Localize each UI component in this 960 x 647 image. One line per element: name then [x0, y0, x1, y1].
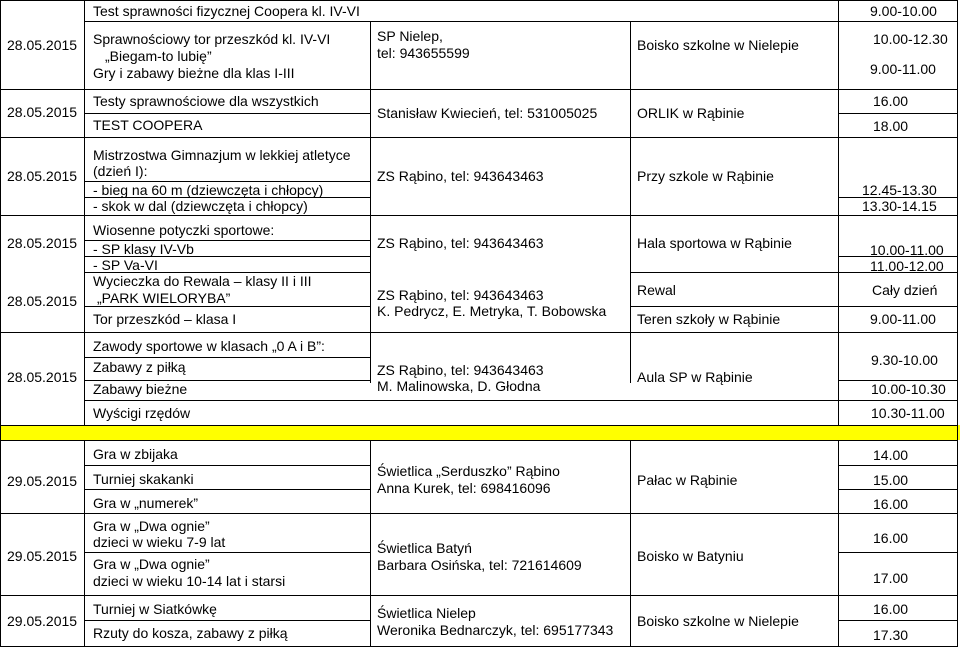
event-date: 28.05.2015: [7, 104, 78, 120]
row-line: [0, 89, 958, 90]
col-divider-2b: [370, 440, 371, 647]
row-line: [84, 620, 370, 621]
organizer: ZS Rąbino, tel: 943643463: [377, 287, 544, 303]
event-time: 16.00: [873, 601, 909, 617]
event-name: Test sprawności fizycznej Coopera kl. IV-VI: [93, 3, 360, 19]
event-time: 12.45-13.30: [862, 182, 937, 198]
event-name: Sprawnościowy tor przeszkód kl. IV-VI: [93, 31, 331, 47]
event-name: Testy sprawnościowe dla wszystkich: [93, 93, 319, 109]
event-name: TEST COOPERA: [93, 117, 203, 133]
separator-row: [0, 425, 960, 440]
event-name: - SP klasy IV-Vb: [93, 241, 194, 257]
event-name: - skok w dal (dziewczęta i chłopcy): [93, 198, 308, 214]
event-name: - SP Va-VI: [93, 257, 158, 273]
row-line: [84, 465, 370, 466]
event-time: 16.00: [873, 530, 909, 546]
col-divider-4: [838, 0, 839, 425]
event-time: 14.00: [873, 447, 909, 463]
event-name: Gry i zabawy bieżne dla klas I-III: [93, 65, 295, 81]
event-date: 28.05.2015: [7, 293, 78, 309]
organizer-phone: tel: 943655599: [377, 45, 470, 61]
event-time: 9.00-10.00: [870, 3, 937, 19]
event-name: Zabawy z piłką: [93, 359, 186, 375]
event-place: Hala sportowa w Rąbinie: [637, 235, 792, 251]
row-line: [838, 552, 958, 553]
event-name: - bieg na 60 m (dziewczęta i chłopcy): [93, 182, 324, 198]
event-place: ORLIK w Rąbinie: [637, 105, 745, 121]
col-divider-1: [84, 0, 85, 425]
row-line: [838, 113, 958, 114]
event-place: Boisko szkolne w Nielepie: [637, 37, 799, 53]
event-date: 28.05.2015: [7, 369, 78, 385]
event-time: 10.00-11.00: [870, 242, 944, 258]
row-line: [84, 357, 370, 358]
event-place: Boisko w Batyniu: [637, 548, 744, 564]
event-date: 29.05.2015: [7, 473, 78, 489]
row-line: [84, 21, 958, 22]
row-line: [0, 215, 958, 216]
event-name: Gra w „numerek”: [93, 495, 199, 511]
trip-name: Wycieczka do Rewala – klasy II i III: [93, 273, 312, 289]
event-time: 10.00-12.30: [873, 31, 948, 47]
border-right: [957, 0, 958, 647]
row-line: [0, 425, 958, 426]
col-divider-1b: [84, 440, 85, 647]
row-line: [838, 465, 958, 466]
organizer-staff: Anna Kurek, tel: 698416096: [377, 480, 551, 496]
organizer: Świetlica „Serduszko” Rąbino: [377, 463, 560, 479]
event-date: 29.05.2015: [7, 548, 78, 564]
event-date: 28.05.2015: [7, 235, 78, 251]
row-line: [838, 620, 958, 621]
event-name: Tor przeszkód – klasa I: [93, 311, 237, 327]
row-line: [838, 489, 958, 490]
organizer: ZS Rąbino, tel: 943643463: [377, 362, 544, 378]
organizer: ZS Rąbino, tel: 943643463: [377, 235, 544, 251]
event-time: 17.30: [873, 627, 909, 643]
organizer: Świetlica Nielep: [377, 605, 476, 621]
event-name: Turniej skakanki: [93, 471, 194, 487]
organizer: ZS Rąbino, tel: 943643463: [377, 168, 544, 184]
col-divider-3a: [630, 21, 631, 89]
event-time: 9.00-11.00: [870, 61, 936, 77]
row-line: [0, 137, 958, 138]
event-name: Rzuty do kosza, zabawy z piłką: [93, 625, 288, 641]
trip-name: „PARK WIELORYBA”: [97, 290, 231, 306]
event-date: 28.05.2015: [7, 168, 78, 184]
event-time: 13.30-14.15: [862, 198, 937, 214]
row-line: [0, 332, 958, 333]
border-left: [0, 0, 1, 647]
event-age: dzieci w wieku 7-9 lat: [93, 534, 226, 550]
trip-place: Rewal: [637, 282, 676, 298]
event-time: 9.30-10.00: [871, 352, 938, 368]
organizer: Świetlica Batyń: [377, 540, 472, 556]
col-divider-3: [630, 89, 631, 383]
row-line: [0, 440, 958, 441]
event-place: Teren szkoły w Rąbinie: [637, 311, 781, 327]
event-age: dzieci w wieku 10-14 lat i starsi: [93, 573, 286, 589]
row-line: [84, 400, 958, 401]
event-place: Przy szkole w Rąbinie: [637, 168, 774, 184]
organizer-staff: M. Malinowska, D. Głodna: [377, 378, 541, 394]
event-name: „Biegam-to lubię”: [105, 48, 212, 64]
event-time: 17.00: [873, 570, 909, 586]
event-time: 10.00-10.30: [871, 381, 946, 397]
event-place: Boisko szkolne w Nielepie: [637, 613, 799, 629]
row-line: [84, 306, 370, 307]
organizer: Stanisław Kwiecień, tel: 531005025: [377, 105, 598, 121]
event-time: 16.00: [873, 496, 909, 512]
event-place: Pałac w Rąbinie: [637, 472, 738, 488]
row-line: [84, 113, 370, 114]
event-name: Zabawy bieżne: [93, 381, 188, 397]
event-date: 29.05.2015: [7, 613, 78, 629]
event-name: Gra w „Dwa ognie”: [93, 556, 210, 572]
col-divider-2: [370, 21, 371, 383]
event-date: 28.05.2015: [7, 37, 78, 53]
event-title: (dzień I):: [93, 163, 148, 179]
event-title: Wiosenne potyczki sportowe:: [93, 222, 275, 238]
row-line: [0, 513, 958, 514]
event-place: Aula SP w Rąbinie: [637, 369, 753, 385]
event-name: Gra w zbijaka: [93, 446, 178, 462]
event-time: 10.30-11.00: [871, 405, 945, 421]
col-divider-3b: [630, 440, 631, 647]
organizer-staff: Barbara Osińska, tel: 721614609: [377, 557, 582, 573]
row-line: [84, 489, 370, 490]
trip-time: Cały dzień: [872, 282, 938, 298]
event-time: 11.00-12.00: [870, 258, 944, 274]
event-name: Wyścigi rzędów: [93, 405, 191, 421]
event-name: Gra w „Dwa ognie”: [93, 518, 210, 534]
border-top: [0, 0, 958, 1]
row-line: [84, 552, 370, 553]
row-line: [0, 595, 958, 596]
event-time: 18.00: [873, 118, 909, 134]
event-time: 9.00-11.00: [870, 311, 936, 327]
event-time: 15.00: [873, 472, 909, 488]
organizer-staff: Weronika Bednarczyk, tel: 695177343: [377, 622, 614, 638]
row-line: [630, 306, 958, 307]
event-name: Turniej w Siatkówkę: [93, 601, 217, 617]
event-title: Zawody sportowe w klasach „0 A i B”:: [93, 338, 325, 354]
event-title: Mistrzostwa Gimnazjum w lekkiej atletyce: [93, 147, 351, 163]
organizer-staff: K. Pedrycz, E. Metryka, T. Bobowska: [377, 303, 607, 319]
col-divider-4b: [838, 440, 839, 647]
organizer: SP Nielep,: [377, 28, 443, 44]
event-time: 16.00: [873, 93, 909, 109]
